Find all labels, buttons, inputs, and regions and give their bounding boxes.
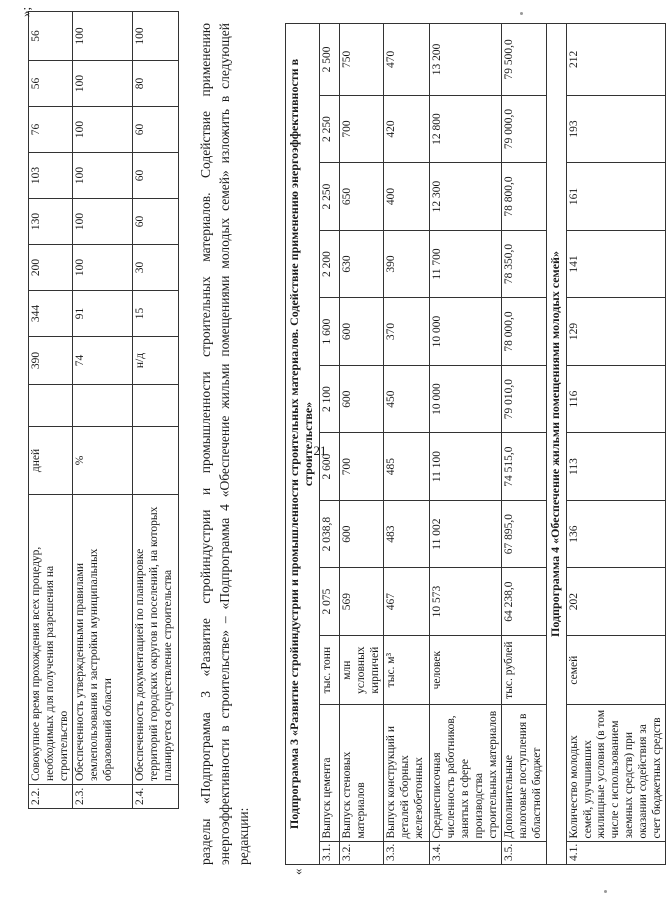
table-row bbox=[29, 12, 73, 809]
value-cell: 2 500 bbox=[320, 24, 340, 96]
value-cell: 483 bbox=[384, 500, 430, 568]
section-header-row bbox=[286, 24, 320, 865]
value-cell: 2 250 bbox=[320, 163, 340, 231]
value-cell: 60 bbox=[133, 199, 179, 245]
value-cell: 370 bbox=[384, 298, 430, 366]
table-row bbox=[340, 24, 384, 865]
row-number: 3.2. bbox=[340, 842, 384, 865]
row-number: 3.4. bbox=[430, 842, 502, 865]
value-cell: 100 bbox=[73, 61, 133, 107]
value-cell: 569 bbox=[340, 568, 384, 636]
section-header-row bbox=[546, 24, 566, 865]
value-cell: 78 350,0 bbox=[502, 230, 546, 298]
indicators-table-subprograms bbox=[285, 23, 666, 865]
value-cell: 67 895,0 bbox=[502, 500, 546, 568]
value-cell: 64 238,0 bbox=[502, 568, 546, 636]
table-row bbox=[320, 24, 340, 865]
value-cell: 700 bbox=[340, 95, 384, 163]
value-cell: 10 000 bbox=[430, 365, 502, 433]
value-cell: 100 bbox=[73, 107, 133, 153]
value-cell: 161 bbox=[566, 163, 666, 231]
value-cell: 100 bbox=[73, 153, 133, 199]
scan-speck bbox=[604, 890, 607, 893]
table-row bbox=[430, 24, 502, 865]
closing-quote: »; bbox=[18, 6, 33, 17]
opening-quote: « bbox=[290, 868, 305, 875]
value-cell: 630 bbox=[340, 230, 384, 298]
unit-cell: млн условных кирпичей bbox=[340, 635, 384, 705]
page-number: 21 bbox=[313, 443, 327, 458]
value-cell: 202 bbox=[566, 568, 666, 636]
value-cell: 11 700 bbox=[430, 230, 502, 298]
value-cell: 79 000,0 bbox=[502, 95, 546, 163]
value-cell: 193 bbox=[566, 95, 666, 163]
value-cell: 30 bbox=[133, 245, 179, 291]
value-cell: 485 bbox=[384, 433, 430, 501]
value-cell: 80 bbox=[133, 61, 179, 107]
value-cell: 60 bbox=[133, 107, 179, 153]
indicator-name: Выпуск цемента bbox=[320, 705, 340, 842]
value-cell: 100 bbox=[73, 199, 133, 245]
value-cell bbox=[73, 385, 133, 427]
unit-cell: тыс. тонн bbox=[320, 635, 340, 705]
indicator-name: Выпуск конструкций и деталей сборных железобетонных bbox=[384, 705, 430, 842]
value-cell: 467 bbox=[384, 568, 430, 636]
value-cell: 76 bbox=[29, 107, 73, 153]
value-cell: 60 bbox=[133, 153, 179, 199]
value-cell: 100 bbox=[73, 12, 133, 61]
value-cell: 2 075 bbox=[320, 568, 340, 636]
table-row bbox=[502, 24, 546, 865]
value-cell: 470 bbox=[384, 24, 430, 96]
value-cell: 100 bbox=[133, 12, 179, 61]
value-cell: 12 800 bbox=[430, 95, 502, 163]
indicator-name: Совокупное время прохождения всех процедур, необходимых для получения разрешения на строительство bbox=[29, 495, 73, 785]
value-cell: 79 500,0 bbox=[502, 24, 546, 96]
subprogram3-title: Подпрограмма 3 «Развитие стройиндустрии и промышленности строительных материалов. Содействие применению энергоэффективности в строительстве» bbox=[286, 24, 320, 865]
value-cell: 113 bbox=[566, 433, 666, 501]
value-cell: 116 bbox=[566, 365, 666, 433]
value-cell: 2 100 bbox=[320, 365, 340, 433]
indicator-name: Выпуск стеновых материалов bbox=[340, 705, 384, 842]
row-number: 4.1. bbox=[566, 842, 666, 865]
value-cell: 212 bbox=[566, 24, 666, 96]
unit-cell: семей bbox=[566, 635, 666, 705]
value-cell: 141 bbox=[566, 230, 666, 298]
value-cell: 2 200 bbox=[320, 230, 340, 298]
indicator-name: Обеспеченность документацией по планировке территорий городских округов и поселений, на которых планируется осуществление строительства bbox=[133, 495, 179, 785]
value-cell: 74 515,0 bbox=[502, 433, 546, 501]
value-cell: 56 bbox=[29, 61, 73, 107]
table-row bbox=[566, 24, 666, 865]
value-cell: 750 bbox=[340, 24, 384, 96]
unit-cell: тыс. рублей bbox=[502, 635, 546, 705]
value-cell: 10 573 bbox=[430, 568, 502, 636]
value-cell: 2 250 bbox=[320, 95, 340, 163]
value-cell bbox=[133, 385, 179, 427]
table-row bbox=[384, 24, 430, 865]
value-cell: 650 bbox=[340, 163, 384, 231]
value-cell: 11 002 bbox=[430, 500, 502, 568]
unit-cell: дней bbox=[29, 427, 73, 495]
value-cell: 200 bbox=[29, 245, 73, 291]
row-number: 2.4. bbox=[133, 785, 179, 809]
value-cell: 130 bbox=[29, 199, 73, 245]
value-cell: 15 bbox=[133, 291, 179, 337]
value-cell: 450 bbox=[384, 365, 430, 433]
value-cell: 400 bbox=[384, 163, 430, 231]
subprogram4-title: Подпрограмма 4 «Обеспечение жильми помещениями молодых семей» bbox=[546, 24, 566, 865]
value-cell: 56 bbox=[29, 12, 73, 61]
row-number: 3.1. bbox=[320, 842, 340, 865]
value-cell: н/д bbox=[133, 337, 179, 385]
table-row bbox=[133, 12, 179, 809]
value-cell: 344 bbox=[29, 291, 73, 337]
value-cell: 600 bbox=[340, 298, 384, 366]
indicator-name: Среднесписочная численность работников, занятых в сфере производства строительных материалов bbox=[430, 705, 502, 842]
value-cell: 10 000 bbox=[430, 298, 502, 366]
value-cell: 91 bbox=[73, 291, 133, 337]
value-cell: 136 bbox=[566, 500, 666, 568]
value-cell: 79 010,0 bbox=[502, 365, 546, 433]
indicator-name: Количество молодых семей, улучшивших жилищные условия (в том числе с использованием заемных средств) при оказании содействия за счет бюджетных средств bbox=[566, 705, 666, 842]
body-paragraph: разделы «Подпрограмма 3 «Развитие стройиндустрии и промышленности строительных материалов. Содействие применению энергоэффективности в строительстве» – «Подпрограмма 4 «Обеспечение жильми помещениями молодых семей» изложить в следующей редакции: bbox=[198, 23, 252, 865]
indicator-name: Дополнительные налоговые поступления в областной бюджет bbox=[502, 705, 546, 842]
row-number: 2.3. bbox=[73, 785, 133, 809]
value-cell: 12 300 bbox=[430, 163, 502, 231]
value-cell bbox=[29, 385, 73, 427]
indicator-name: Обеспеченность утвержденными правилами землепользования и застройки муниципальных образований области bbox=[73, 495, 133, 785]
value-cell: 78 000,0 bbox=[502, 298, 546, 366]
row-number: 3.3. bbox=[384, 842, 430, 865]
row-number: 3.5. bbox=[502, 842, 546, 865]
row-number: 2.2. bbox=[29, 785, 73, 809]
value-cell: 390 bbox=[29, 337, 73, 385]
value-cell: 1 600 bbox=[320, 298, 340, 366]
unit-cell bbox=[133, 427, 179, 495]
unit-cell: человек bbox=[430, 635, 502, 705]
value-cell: 74 bbox=[73, 337, 133, 385]
value-cell: 129 bbox=[566, 298, 666, 366]
value-cell: 600 bbox=[340, 365, 384, 433]
value-cell: 700 bbox=[340, 433, 384, 501]
value-cell: 420 bbox=[384, 95, 430, 163]
value-cell: 100 bbox=[73, 245, 133, 291]
indicators-table-continued bbox=[28, 11, 179, 809]
value-cell: 13 200 bbox=[430, 24, 502, 96]
value-cell: 390 bbox=[384, 230, 430, 298]
value-cell: 2 038,8 bbox=[320, 500, 340, 568]
value-cell: 2 600 bbox=[320, 433, 340, 501]
unit-cell: % bbox=[73, 427, 133, 495]
scan-speck bbox=[520, 12, 523, 15]
value-cell: 103 bbox=[29, 153, 73, 199]
value-cell: 78 800,0 bbox=[502, 163, 546, 231]
unit-cell: тыс. м³ bbox=[384, 635, 430, 705]
value-cell: 11 100 bbox=[430, 433, 502, 501]
value-cell: 600 bbox=[340, 500, 384, 568]
table-row bbox=[73, 12, 133, 809]
